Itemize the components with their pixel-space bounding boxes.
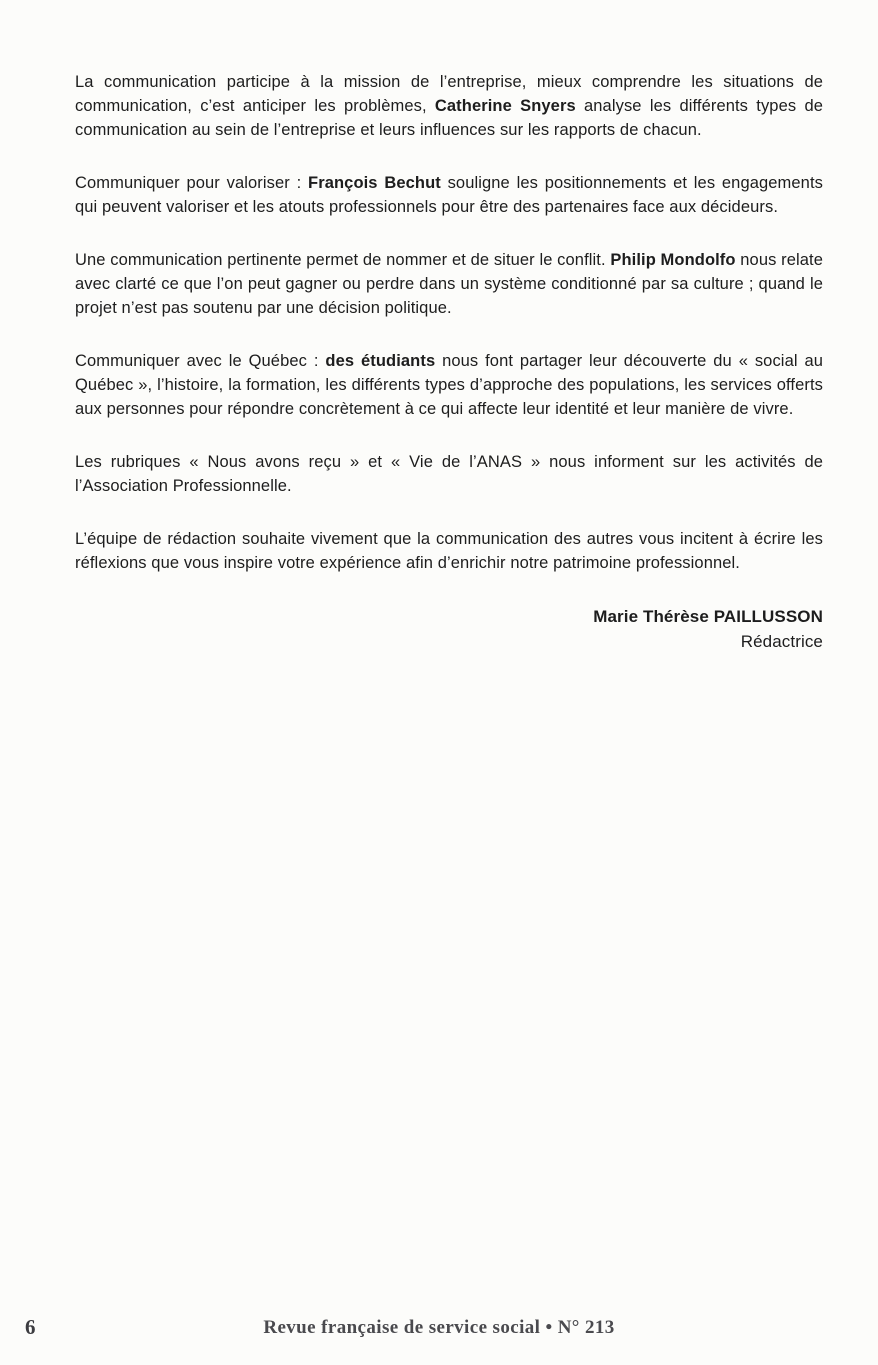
text-run: nous font partager leur découverte du « social au Québec », l’histoire, la formation, les différents types d’approche des populations, les services offerts aux personnes pour répondre concrètement à ce qui affecte leur identité et leur manière de vivre. (75, 352, 824, 418)
text-run: Une communication pertinente permet de nommer et de situer le conflit. (75, 251, 611, 269)
highlighted-name: Philip Mondolfo (610, 251, 736, 269)
text-run: nous relate avec clarté ce que l’on peut gagner ou perdre dans un système conditionné par sa culture ; quand le projet n’est pas soutenu par une décision politique. (75, 251, 824, 317)
paragraph (75, 248, 823, 320)
journal-footer-title: Revue française de service social • N° 213 (263, 1317, 615, 1338)
text-run: La communication participe à la mission de l’entreprise, mieux comprendre les situations de communication, c’est anticiper les problèmes, (75, 73, 823, 115)
paragraph (75, 171, 823, 219)
paragraph (75, 349, 823, 421)
editorial-text (75, 70, 823, 654)
text-run: Les rubriques « Nous avons reçu » et « Vie de l’ANAS » nous informent sur les activités de l’Association Professionnelle. (75, 453, 823, 495)
text-run: Communiquer pour valoriser : (75, 174, 309, 192)
paragraph (75, 70, 823, 142)
page-number: 6 (25, 1315, 36, 1339)
signature-block (75, 604, 823, 654)
text-run: Communiquer avec le Québec : (75, 352, 326, 370)
text-run: L’équipe de rédaction souhaite vivement que la communication des autres vous incitent à écrire les réflexions que vous inspire votre expérience afin d’enrichir notre patrimoine professionnel. (75, 530, 823, 572)
highlighted-name: des étudiants (325, 352, 436, 370)
signature-name: Marie Thérèse PAILLUSSON (593, 607, 823, 626)
text-run: analyse les différents types de communication au sein de l’entreprise et leurs influences sur les rapports de chacun. (75, 97, 824, 139)
text-run: souligne les positionnements et les engagements qui peuvent valoriser et les atouts professionnels pour être des partenaires face aux décideurs. (75, 174, 823, 216)
highlighted-name: Catherine Snyers (434, 97, 576, 115)
paragraph (75, 527, 823, 575)
body-paragraphs (75, 70, 823, 575)
paragraph (75, 450, 823, 498)
signature-role: Rédactrice (740, 632, 823, 651)
highlighted-name: François Bechut (308, 174, 441, 192)
